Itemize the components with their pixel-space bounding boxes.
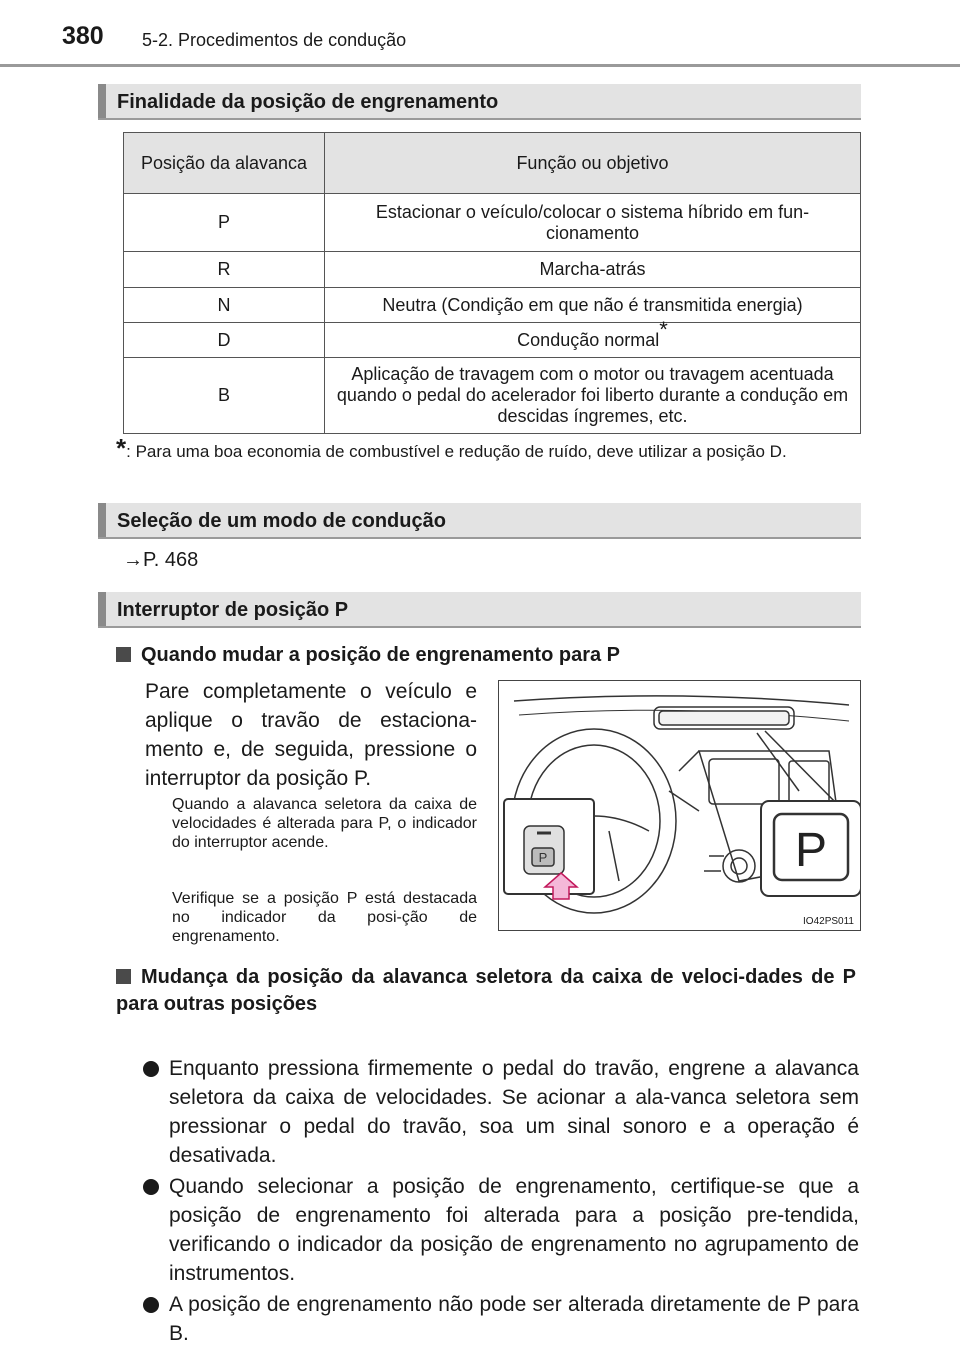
list-item-text: Quando selecionar a posição de engrenamento, certifique-se que a posição de engrenamento foi alterada para a posição pre-tendida, verificando o indicador da posição de engrenamento no agrupamento de instrumentos. — [169, 1175, 859, 1285]
list-item — [143, 1172, 859, 1288]
page-number: 380 — [62, 22, 104, 50]
subheading-change-from-p — [116, 964, 856, 1018]
bullet-dot-icon — [143, 1297, 159, 1313]
subheading-change-to-p — [116, 642, 856, 669]
section-title: Interruptor de posição P — [117, 599, 349, 621]
p-switch-illustration — [498, 680, 861, 931]
cell-position: B — [124, 358, 325, 434]
square-bullet-icon — [116, 969, 131, 984]
section-bar — [98, 592, 106, 626]
cell-function-text: Condução normal — [517, 329, 660, 350]
table-row — [124, 358, 861, 434]
column-header-position: Posição da alavanca — [124, 133, 325, 194]
figure-code: IO42PS011 — [803, 916, 854, 927]
instruction-paragraph: Pare completamente o veículo e aplique o travão de estaciona-mento e, de seguida, pressione o interruptor da posição P. — [145, 680, 477, 790]
header-rule — [0, 64, 960, 67]
cell-position: D — [124, 323, 325, 358]
bullet-list — [143, 1054, 859, 1350]
table-row — [124, 194, 861, 252]
table-header-row — [124, 133, 861, 194]
table-row — [124, 323, 861, 358]
cell-position: P — [124, 194, 325, 252]
cell-function — [325, 316, 861, 358]
table-row — [124, 288, 861, 323]
asterisk-marker: * — [659, 316, 668, 342]
footnote-text: : Para uma boa economia de combustível e redução de ruído, deve utilizar a posição D. — [126, 442, 787, 461]
cell-position: R — [124, 252, 325, 288]
bullet-dot-icon — [143, 1061, 159, 1077]
list-item-text: Enquanto pressiona firmemente o pedal do travão, engrene a alavanca seletora da caixa de velocidades. Se acionar a ala-vanca seletora sem pressionar o pedal do travão, soa um sinal sonoro e a operação é desativada. — [169, 1057, 859, 1167]
cell-function: Aplicação de travagem com o motor ou travagem acentuada quando o pedal do acelerador foi liberto durante a condução em descidas íngremes, etc. — [325, 358, 861, 434]
subheading-text: Mudança da posição da alavanca seletora da caixa de veloci-dades de P para outras posições — [116, 966, 856, 1015]
column-header-function: Função ou objetivo — [325, 133, 861, 194]
section-bar — [98, 84, 106, 118]
cell-function: Estacionar o veículo/colocar o sistema híbrido em fun-cionamento — [325, 194, 861, 252]
gear-position-table — [123, 132, 861, 434]
table-row — [124, 252, 861, 288]
section-heading-drive-mode — [98, 503, 861, 539]
section-title: Seleção de um modo de condução — [117, 510, 446, 532]
big-p-label: P — [794, 824, 828, 877]
subheading-text: Quando mudar a posição de engrenamento para P — [141, 644, 620, 666]
table-footnote — [116, 433, 858, 464]
section-bar — [98, 503, 106, 537]
footnote-marker: * — [116, 433, 127, 463]
dashboard-drawing — [499, 681, 861, 931]
note-paragraph: Quando a alavanca seletora da caixa de velocidades é alterada para P, o indicador do interruptor acende. — [172, 796, 477, 851]
page-reference-link[interactable]: →P. 468 — [123, 549, 199, 571]
square-bullet-icon — [116, 647, 131, 662]
section-title: Finalidade da posição de engrenamento — [117, 91, 499, 113]
list-item — [143, 1054, 859, 1170]
cell-function: Marcha-atrás — [325, 252, 861, 288]
list-item — [143, 1290, 859, 1348]
small-p-label: P — [538, 850, 548, 865]
note-paragraph: Verifique se a posição P está destacada no indicador da posi-ção de engrenamento. — [172, 890, 477, 945]
cell-function: Neutra (Condição em que não é transmitida energia) — [325, 288, 861, 323]
section-heading-purpose — [98, 84, 861, 120]
chapter-title: 5-2. Procedimentos de condução — [142, 30, 407, 50]
bullet-dot-icon — [143, 1179, 159, 1195]
cell-position: N — [124, 288, 325, 323]
section-heading-p-switch — [98, 592, 861, 628]
list-item-text: A posição de engrenamento não pode ser alterada diretamente de P para B. — [169, 1293, 859, 1345]
